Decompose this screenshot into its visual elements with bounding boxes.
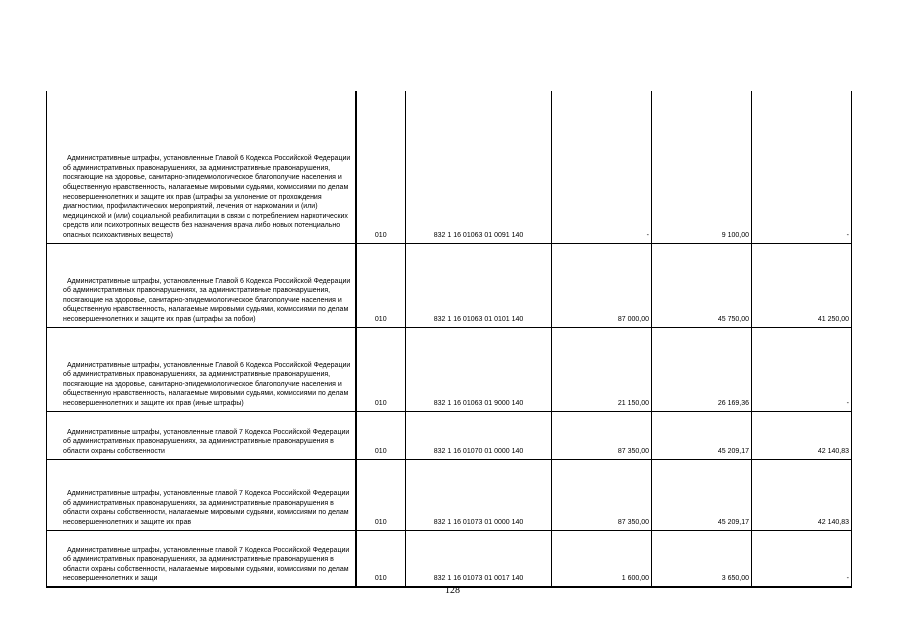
line-code-cell: 010 bbox=[356, 459, 406, 530]
budget-code-cell: 832 1 16 01073 01 0000 140 bbox=[406, 459, 552, 530]
revenue-table bbox=[46, 91, 852, 588]
unexecuted-amount-cell: 42 140,83 bbox=[752, 411, 852, 459]
table-row bbox=[47, 243, 852, 327]
revenue-name-cell: Административные штрафы, установленные Главой 6 Кодекса Российской Федерации об административных правонарушениях, за административные правонарушения, посягающие на здоровье, санитарно-эпидемиологическое благополучие населения и общественную нравственность, налагаемые мировыми судьями, комиссиями по делам несовершеннолетних и защите их прав (иные штрафы) bbox=[47, 327, 356, 411]
line-code-cell: 010 bbox=[356, 530, 406, 587]
table-row bbox=[47, 91, 852, 243]
unexecuted-amount-cell: - bbox=[752, 327, 852, 411]
approved-amount-cell: 87 350,00 bbox=[552, 459, 652, 530]
line-code-cell: 010 bbox=[356, 91, 406, 243]
executed-amount-cell: 45 750,00 bbox=[652, 243, 752, 327]
budget-code-cell: 832 1 16 01063 01 0091 140 bbox=[406, 91, 552, 243]
line-code-cell: 010 bbox=[356, 327, 406, 411]
budget-code-cell: 832 1 16 01070 01 0000 140 bbox=[406, 411, 552, 459]
table-row bbox=[47, 530, 852, 587]
approved-amount-cell: 87 350,00 bbox=[552, 411, 652, 459]
page-number: 128 bbox=[445, 585, 460, 596]
line-code-cell: 010 bbox=[356, 243, 406, 327]
revenue-name-cell: Административные штрафы, установленные главой 7 Кодекса Российской Федерации об административных правонарушениях, за административные правонарушения в области охраны собственности, налагаемые мировыми судьями, комиссиями по делам несовершеннолетних и защите их прав bbox=[47, 459, 356, 530]
approved-amount-cell: - bbox=[552, 91, 652, 243]
table-row bbox=[47, 327, 852, 411]
table-row bbox=[47, 411, 852, 459]
budget-code-cell: 832 1 16 01063 01 0101 140 bbox=[406, 243, 552, 327]
revenue-name-cell: Административные штрафы, установленные Главой 6 Кодекса Российской Федерации об административных правонарушениях, за административные правонарушения, посягающие на здоровье, санитарно-эпидемиологическое благополучие населения и общественную нравственность, налагаемые мировыми судьями, комиссиями по делам несовершеннолетних и защите их прав (штрафы за уклонение от прохождения диагностики, профилактических мероприятий, лечения от наркомании и (или) медицинской и (или) социальной реабилитации в связи с потреблением наркотических средств или психотропных веществ без назначения врача либо новых потенциально опасных психоактивных веществ) bbox=[47, 91, 356, 243]
line-code-cell: 010 bbox=[356, 411, 406, 459]
approved-amount-cell: 1 600,00 bbox=[552, 530, 652, 587]
executed-amount-cell: 26 169,36 bbox=[652, 327, 752, 411]
table-row bbox=[47, 459, 852, 530]
executed-amount-cell: 45 209,17 bbox=[652, 411, 752, 459]
unexecuted-amount-cell: 42 140,83 bbox=[752, 459, 852, 530]
revenue-name-cell: Административные штрафы, установленные главой 7 Кодекса Российской Федерации об административных правонарушениях, за административные правонарушения в области охраны собственности bbox=[47, 411, 356, 459]
revenue-name-cell: Административные штрафы, установленные главой 7 Кодекса Российской Федерации об административных правонарушениях, за административные правонарушения в области охраны собственности, налагаемые мировыми судьями, комиссиями по делам несовершеннолетних и защи bbox=[47, 530, 356, 587]
approved-amount-cell: 87 000,00 bbox=[552, 243, 652, 327]
unexecuted-amount-cell: 41 250,00 bbox=[752, 243, 852, 327]
revenue-name-cell: Административные штрафы, установленные Главой 6 Кодекса Российской Федерации об административных правонарушениях, за административные правонарушения, посягающие на здоровье, санитарно-эпидемиологическое благополучие населения и общественную нравственность, налагаемые мировыми судьями, комиссиями по делам несовершеннолетних и защите их прав (штрафы за побои) bbox=[47, 243, 356, 327]
executed-amount-cell: 45 209,17 bbox=[652, 459, 752, 530]
budget-code-cell: 832 1 16 01073 01 0017 140 bbox=[406, 530, 552, 587]
unexecuted-amount-cell: - bbox=[752, 530, 852, 587]
budget-code-cell: 832 1 16 01063 01 9000 140 bbox=[406, 327, 552, 411]
approved-amount-cell: 21 150,00 bbox=[552, 327, 652, 411]
executed-amount-cell: 3 650,00 bbox=[652, 530, 752, 587]
executed-amount-cell: 9 100,00 bbox=[652, 91, 752, 243]
unexecuted-amount-cell: - bbox=[752, 91, 852, 243]
